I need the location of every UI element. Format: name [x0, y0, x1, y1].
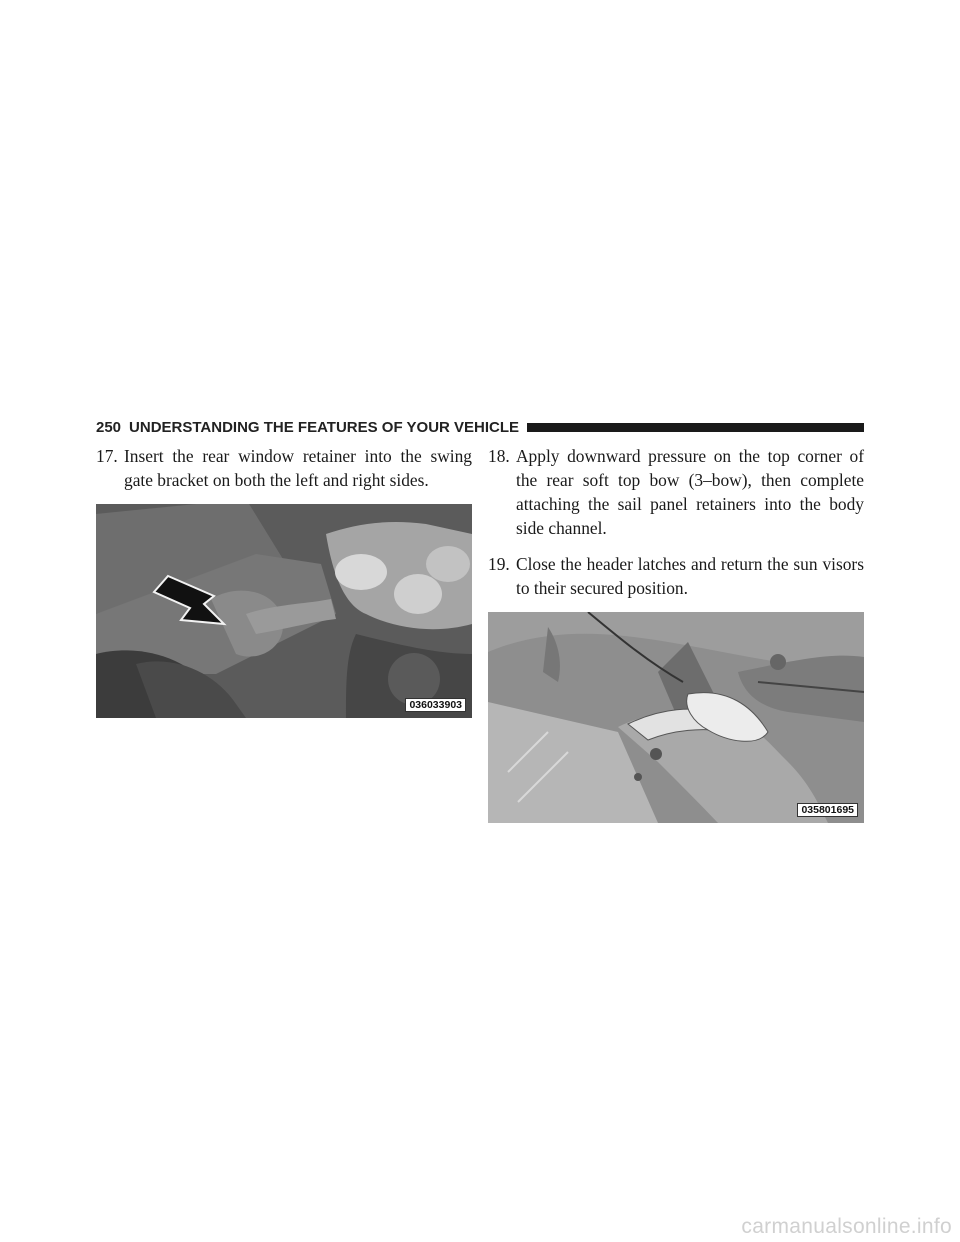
header-rule — [527, 423, 864, 432]
figure-retainer-bracket — [96, 504, 472, 718]
page-header — [96, 416, 864, 438]
figure-code: 035801695 — [797, 803, 858, 817]
step-number: 18. — [488, 446, 510, 466]
step-text: Insert the rear window retainer into the swing gate bracket on both the left and right sides. — [124, 446, 472, 490]
step-17 — [96, 444, 472, 492]
step-18 — [488, 444, 864, 540]
step-19 — [488, 552, 864, 600]
step-text: Apply downward pressure on the top corner of the rear soft top bow (3–bow), then complete attaching the sail panel retainers into the body side channel. — [516, 446, 864, 538]
sail-panel-illustration — [488, 612, 864, 823]
watermark: carmanualsonline.info — [741, 1215, 952, 1238]
figure-code: 036033903 — [405, 698, 466, 712]
section-title: UNDERSTANDING THE FEATURES OF YOUR VEHICLE — [129, 418, 520, 436]
retainer-illustration — [96, 504, 472, 718]
page-number: 250 — [96, 418, 122, 436]
right-column — [488, 444, 864, 823]
step-number: 17. — [96, 446, 118, 466]
step-number: 19. — [488, 554, 510, 574]
left-column — [96, 444, 472, 718]
step-text: Close the header latches and return the sun visors to their secured position. — [516, 554, 864, 598]
figure-sail-panel — [488, 612, 864, 823]
